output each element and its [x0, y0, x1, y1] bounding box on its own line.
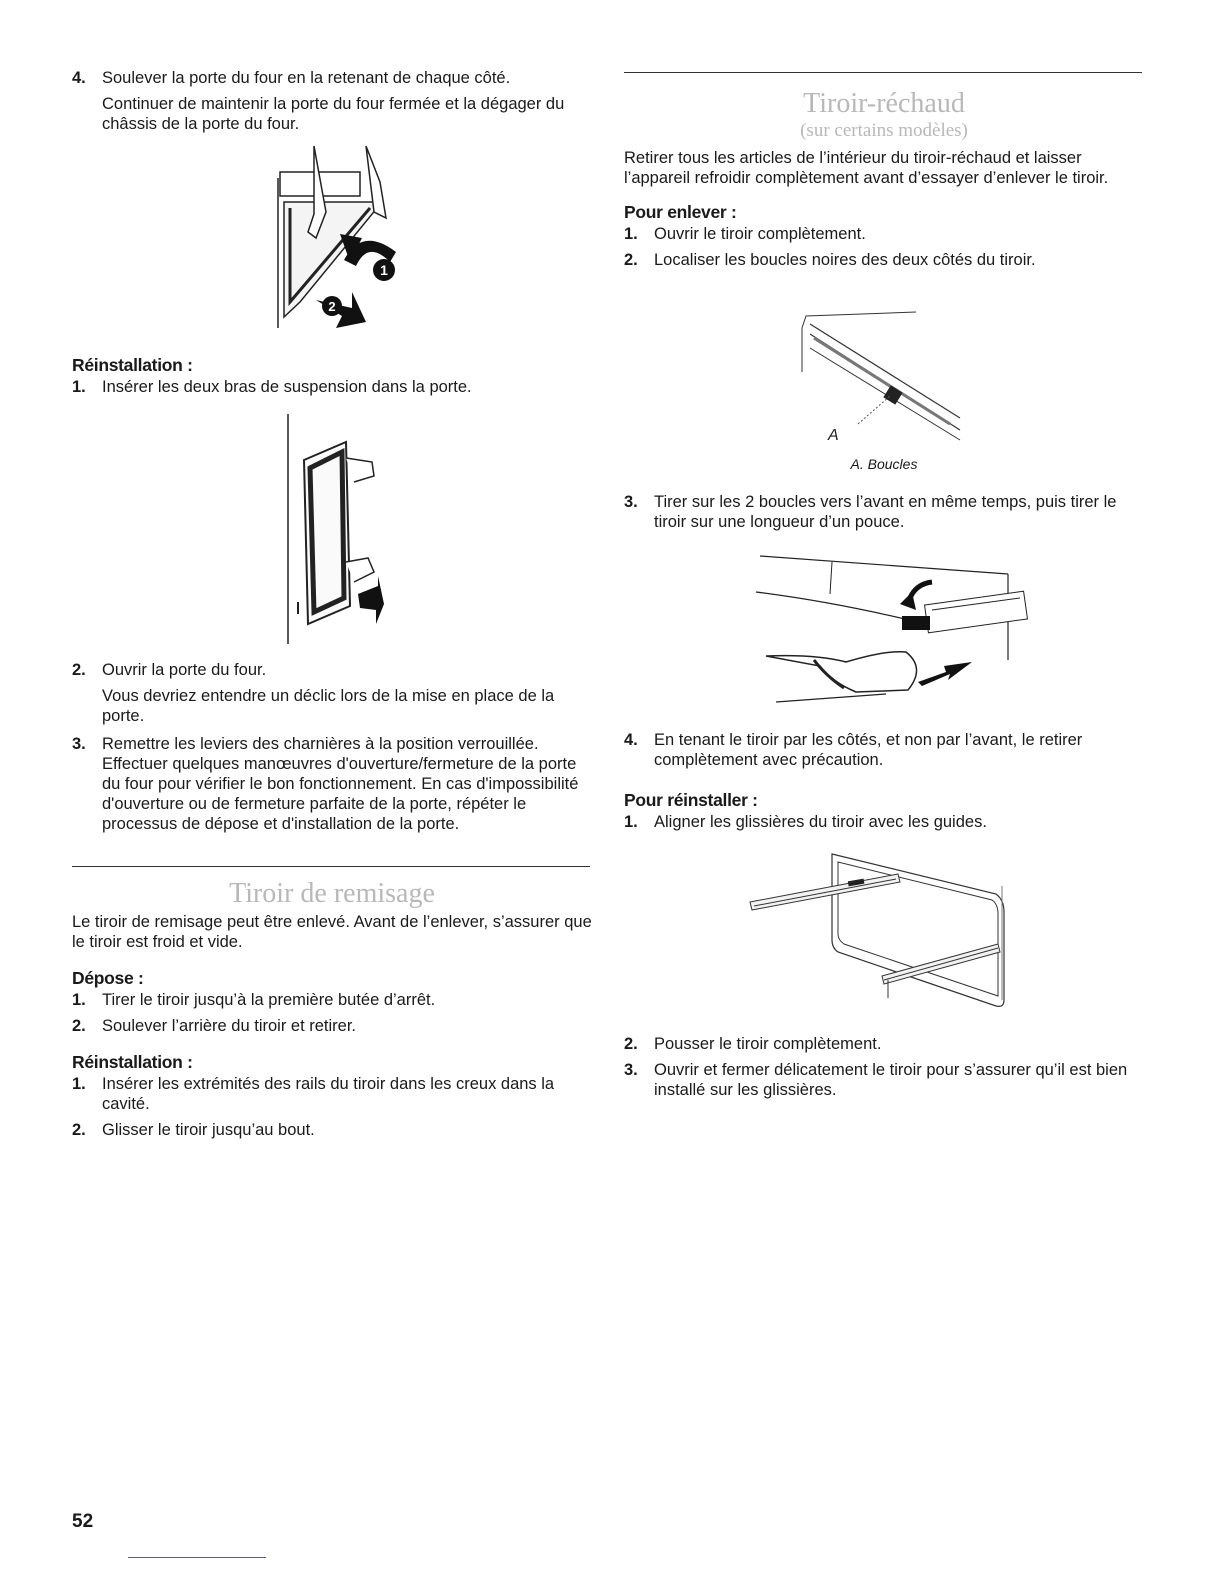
step-text: En tenant le tiroir par les côtés, et non par l’avant, le retirer complètement avec précaution. [654, 731, 1083, 769]
reinstall-right-step-2 [624, 1034, 1144, 1054]
step-text: Insérer les extrémités des rails du tiroir dans les creux dans la cavité. [102, 1075, 555, 1113]
section-title: Tiroir de remisage [229, 878, 435, 909]
step-text: Insérer les deux bras de suspension dans la porte. [102, 378, 472, 396]
step-number: 1. [72, 991, 86, 1009]
section-title: Tiroir-réchaud [803, 88, 965, 119]
storage-reinstall-step-1 [72, 1074, 592, 1114]
section-divider [72, 866, 590, 867]
step-4 [72, 68, 622, 134]
step-number: 2. [624, 1035, 638, 1053]
step-text: Remettre les leviers des charnières à la position verrouillée. Effectuer quelques manœuvres d'ouverture/fermeture de la porte du four pour vérifier le bon fonctionnement. En cas d'impossibilité d'ouverture ou de fermeture parfaite de la porte, répéter le processus de dépose et d'installation de la porte. [102, 735, 579, 833]
step-number: 1. [72, 378, 86, 396]
reinstall-step-2 [72, 660, 592, 726]
remove-step-4 [624, 730, 1144, 770]
storage-reinstall-heading: Réinstallation : [72, 1052, 193, 1072]
section-intro: Le tiroir de remisage peut être enlevé. Avant de l’enlever, s’assurer que le tiroir est froid et vide. [72, 913, 592, 951]
step-number: 3. [624, 1061, 638, 1079]
step-number: 2. [72, 1121, 86, 1139]
reinstall-section-1 [72, 355, 592, 397]
depose-heading: Dépose : [72, 968, 144, 988]
step-note: Vous devriez entendre un déclic lors de la mise en place de la porte. [102, 687, 555, 725]
reinstall-heading-right: Pour réinstaller : [624, 790, 758, 810]
step-text: Ouvrir le tiroir complètement. [654, 225, 866, 243]
step-number: 2. [72, 1017, 86, 1035]
drawer-clip-illustration [800, 308, 970, 448]
step-text: Soulever l’arrière du tiroir et retirer. [102, 1017, 357, 1035]
step-note: Continuer de maintenir la porte du four fermée et la dégager du châssis de la porte du four. [102, 95, 565, 133]
page-number: 52 [72, 1511, 94, 1532]
step-text: Pousser le tiroir complètement. [654, 1035, 882, 1053]
warming-drawer-header [624, 88, 1144, 142]
step-number: 1. [72, 1075, 86, 1093]
remove-heading: Pour enlever : [624, 202, 737, 222]
step-number: 4. [624, 731, 638, 749]
storage-drawer-section [72, 878, 592, 1140]
reinstall-right-step-1 [624, 812, 1144, 832]
step-text: Glisser le tiroir jusqu’au bout. [102, 1121, 315, 1139]
section-intro: Retirer tous les articles de l’intérieur du tiroir-réchaud et laisser l’appareil refroidir complètement avant d’essayer d’enlever le tiroir. [624, 149, 1109, 187]
step-text: Soulever la porte du four en la retenant de chaque côté. [102, 69, 511, 87]
step-text: Aligner les glissières du tiroir avec les guides. [654, 813, 987, 831]
warming-drawer-intro [624, 148, 1144, 270]
oven-door-reinstall-illustration [280, 412, 390, 648]
oven-door-lift-illustration [270, 142, 410, 332]
step-number: 3. [624, 493, 638, 511]
drawer-rails-illustration [748, 852, 1018, 1012]
step-number: 2. [72, 661, 86, 679]
storage-reinstall-step-2 [72, 1120, 592, 1140]
section-subtitle: (sur certains modèles) [800, 120, 968, 141]
section-divider [624, 72, 1142, 73]
footer-line [128, 1557, 266, 1558]
reinstall-section-right [624, 790, 1144, 832]
step-number: 3. [72, 735, 86, 753]
step-text: Ouvrir et fermer délicatement le tiroir pour s’assurer qu’il est bien installé sur les glissières. [654, 1061, 1128, 1099]
step-text: Ouvrir la porte du four. [102, 661, 267, 679]
reinstall-right-step-3 [624, 1060, 1144, 1100]
badge-2: 2 [328, 299, 336, 314]
figure-label-a: A [828, 427, 839, 444]
reinstall-heading: Réinstallation : [72, 355, 193, 375]
remove-step-1 [624, 224, 1144, 244]
figure-caption: A. Boucles [850, 456, 918, 472]
remove-step-3 [624, 492, 1144, 532]
step-text: Tirer le tiroir jusqu’à la première butée d’arrêt. [102, 991, 436, 1009]
step-number: 2. [624, 251, 638, 269]
depose-step-1 [72, 990, 592, 1010]
step-number: 1. [624, 225, 638, 243]
reinstall-right-steps-continued [624, 1034, 1144, 1100]
depose-step-2 [72, 1016, 592, 1036]
remove-step-2 [624, 250, 1144, 270]
badge-1: 1 [380, 262, 388, 278]
reinstall-step-1 [72, 377, 592, 397]
reinstall-steps-continued [72, 660, 592, 834]
step-text: Tirer sur les 2 boucles vers l’avant en même temps, puis tirer le tiroir sur une longueur d’un pouce. [654, 493, 1117, 531]
step-number: 1. [624, 813, 638, 831]
step-number: 4. [72, 69, 86, 87]
reinstall-step-3 [72, 734, 592, 834]
drawer-pull-illustration [736, 552, 1036, 712]
step-text: Localiser les boucles noires des deux côtés du tiroir. [654, 251, 1036, 269]
